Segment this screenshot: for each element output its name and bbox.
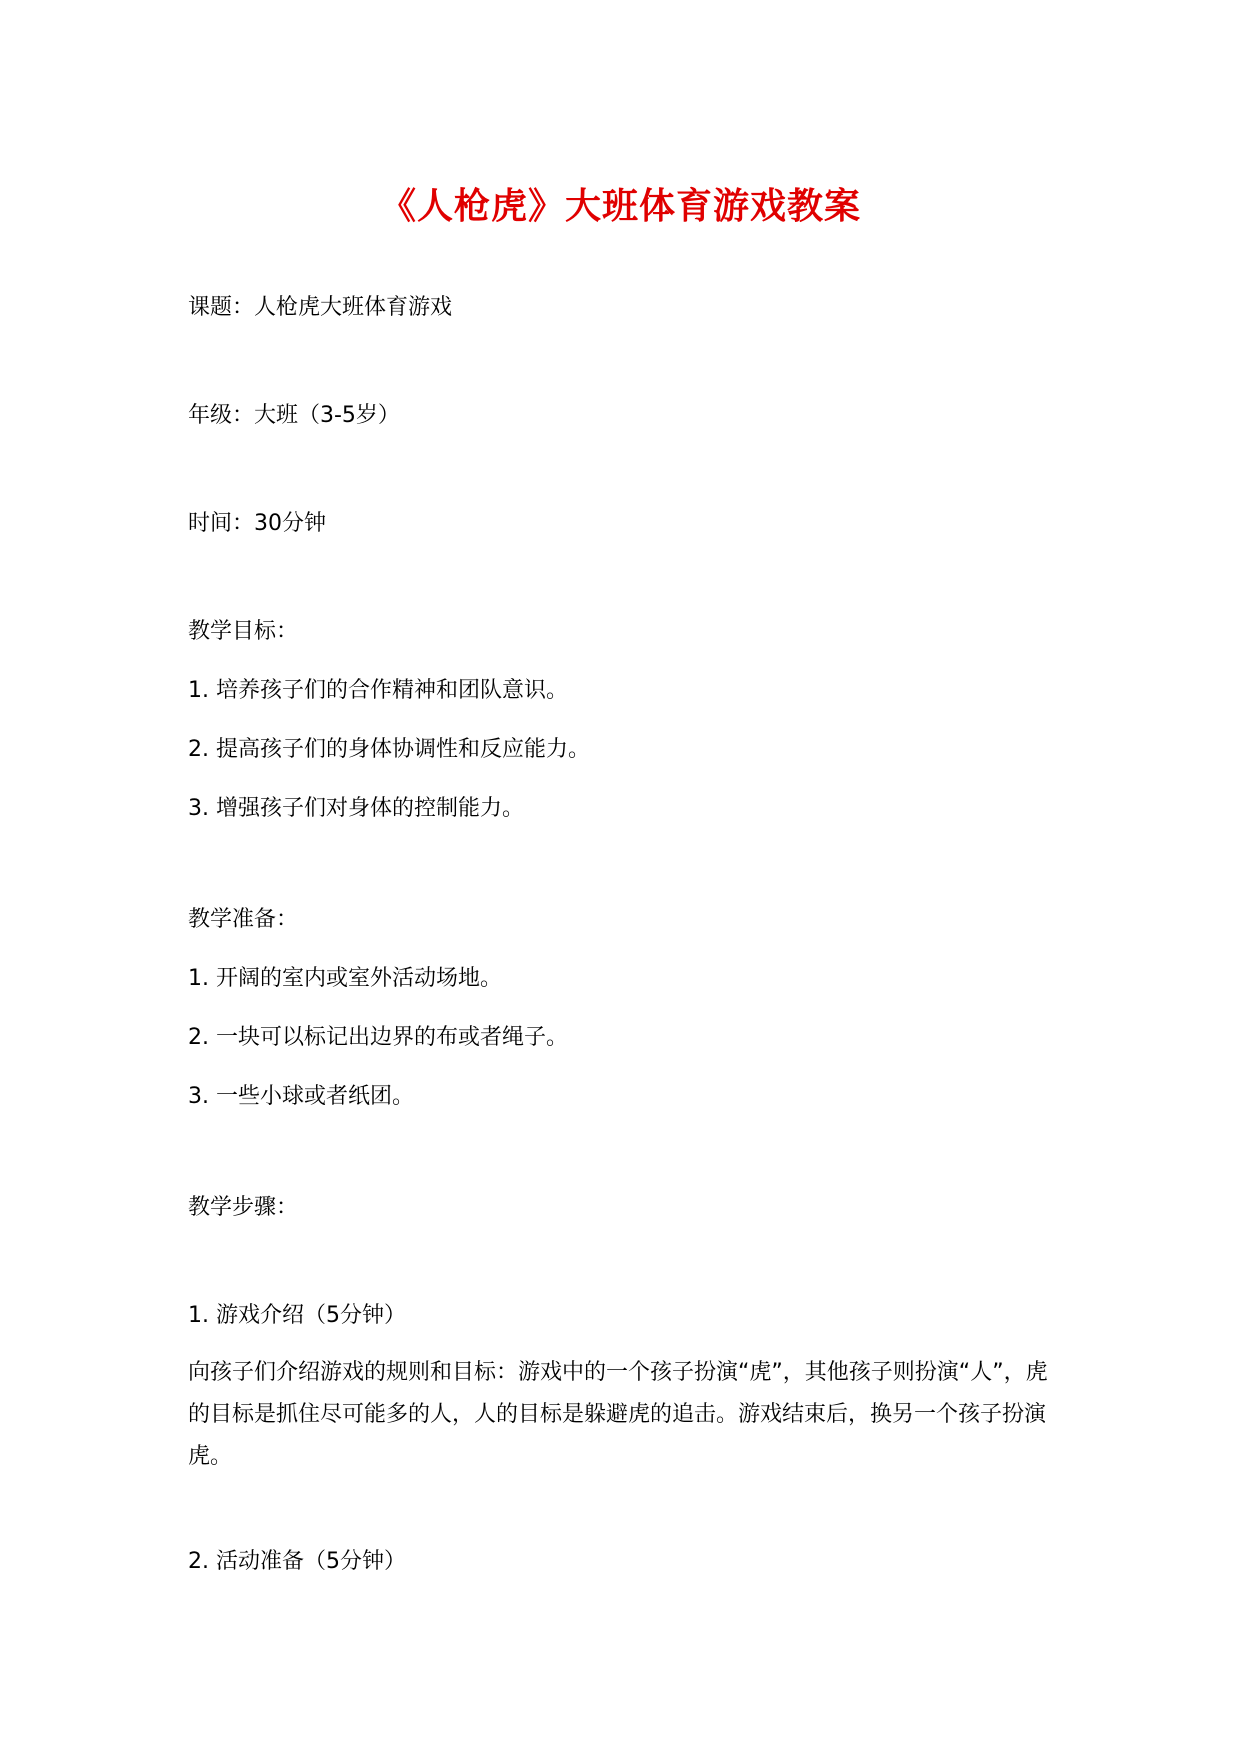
objectives-heading: 教学目标： (188, 619, 299, 644)
subject-line: 课题：人枪虎大班体育游戏 (188, 295, 453, 320)
preparation-item: 1. 开阔的室内或室外活动场地。 (188, 966, 502, 991)
step2-heading: 2. 活动准备（5分钟） (188, 1549, 406, 1574)
document-title: 《人枪虎》大班体育游戏教案 (379, 186, 861, 227)
grade-line: 年级：大班（3-5岁） (188, 403, 400, 428)
duration-line: 时间：30分钟 (188, 511, 326, 536)
step1-heading: 1. 游戏介绍（5分钟） (188, 1303, 406, 1328)
preparation-item: 2. 一块可以标记出边界的布或者绳子。 (188, 1025, 568, 1050)
preparation-item: 3. 一些小球或者纸团。 (188, 1084, 414, 1109)
step1-body: 向孩子们介绍游戏的规则和目标：游戏中的一个孩子扮演“虎”，其他孩子则扮演“人”，虎的目标是抓住尽可能多的人，人的目标是躲避虎的追击。游戏结束后，换另一个孩子扮演虎。 (188, 1360, 1048, 1469)
objective-item: 1. 培养孩子们的合作精神和团队意识。 (188, 678, 568, 703)
objective-item: 2. 提高孩子们的身体协调性和反应能力。 (188, 737, 590, 762)
steps-heading: 教学步骤： (188, 1195, 299, 1220)
objective-item: 3. 增强孩子们对身体的控制能力。 (188, 796, 524, 821)
preparation-heading: 教学准备： (188, 907, 299, 932)
